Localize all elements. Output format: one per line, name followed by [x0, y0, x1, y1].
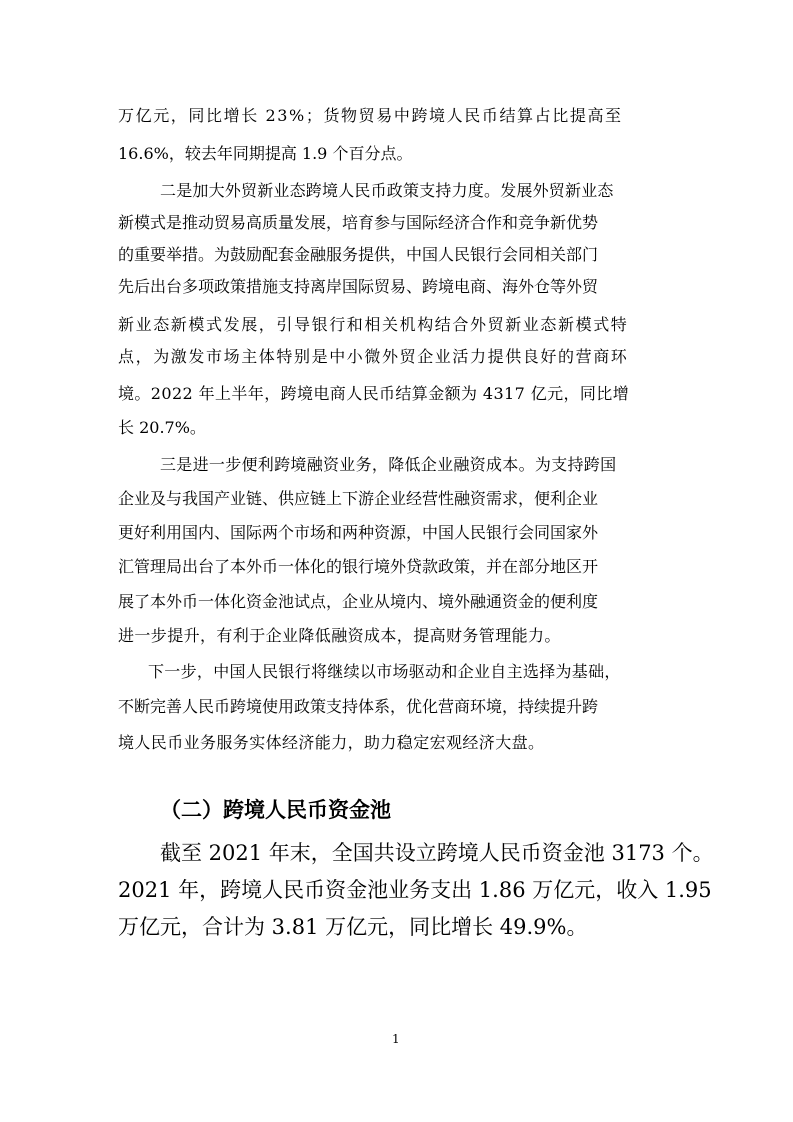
- paragraph-line: 展了本外币一体化资金池试点，企业从境内、境外融通资金的便利度: [118, 592, 599, 611]
- paragraph-line: 16.6%，较去年同期提高 1.9 个百分点。: [118, 144, 413, 163]
- paragraph-line: 长 20.7%。: [118, 418, 206, 437]
- section-line: 2021 年，跨境人民币资金池业务支出 1.86 万亿元，收入 1.95: [118, 878, 712, 902]
- paragraph-line: 进一步提升，有利于企业降低融资成本，提高财务管理能力。: [118, 626, 561, 645]
- paragraph-line: 新模式是推动贸易高质量发展，培育参与国际经济合作和竞争新优势: [118, 213, 599, 232]
- paragraph-line: 企业及与我国产业链、供应链上下游企业经营性融资需求，便利企业: [118, 489, 599, 508]
- paragraph-line: 二是加大外贸新业态跨境人民币政策支持力度。发展外贸新业态: [160, 181, 614, 200]
- paragraph-line: 下一步，中国人民银行将继续以市场驱动和企业自主选择为基础，: [148, 662, 621, 681]
- section-line: 万亿元，合计为 3.81 万亿元，同比增长 49.9%。: [118, 915, 588, 939]
- paragraph-line: 三是进一步便利跨境融资业务，降低企业融资成本。为支持跨国: [160, 455, 617, 474]
- paragraph-line: 更好利用国内、国际两个市场和两种资源，中国人民银行会同国家外: [118, 523, 599, 542]
- section-line: 截至 2021 年末，全国共设立跨境人民币资金池 3173 个。: [160, 841, 714, 865]
- paragraph-line: 境人民币业务服务实体经济能力，助力稳定宏观经济大盘。: [118, 733, 545, 752]
- paragraph-line: 万亿元，同比增长 23%；货物贸易中跨境人民币结算占比提高至: [118, 106, 623, 125]
- paragraph-line: 点，为激发市场主体特别是中小微外贸企业活力提供良好的营商环: [118, 347, 629, 366]
- paragraph-line: 的重要举措。为鼓励配套金融服务提供，中国人民银行会同相关部门: [118, 245, 599, 264]
- paragraph-line: 先后出台多项政策措施支持离岸国际贸易、跨境电商、海外仓等外贸: [118, 277, 599, 296]
- page-number: 1: [392, 1032, 400, 1046]
- section-heading: （二）跨境人民币资金池: [160, 797, 391, 822]
- paragraph-line: 境。2022 年上半年，跨境电商人民币结算金额为 4317 亿元，同比增: [118, 384, 630, 403]
- paragraph-line: 新业态新模式发展，引导银行和相关机构结合外贸新业态新模式特: [118, 315, 629, 334]
- paragraph-line: 汇管理局出台了本外币一体化的银行境外贷款政策，并在部分地区开: [118, 557, 599, 576]
- paragraph-line: 不断完善人民币跨境使用政策支持体系，优化营商环境，持续提升跨: [118, 697, 599, 716]
